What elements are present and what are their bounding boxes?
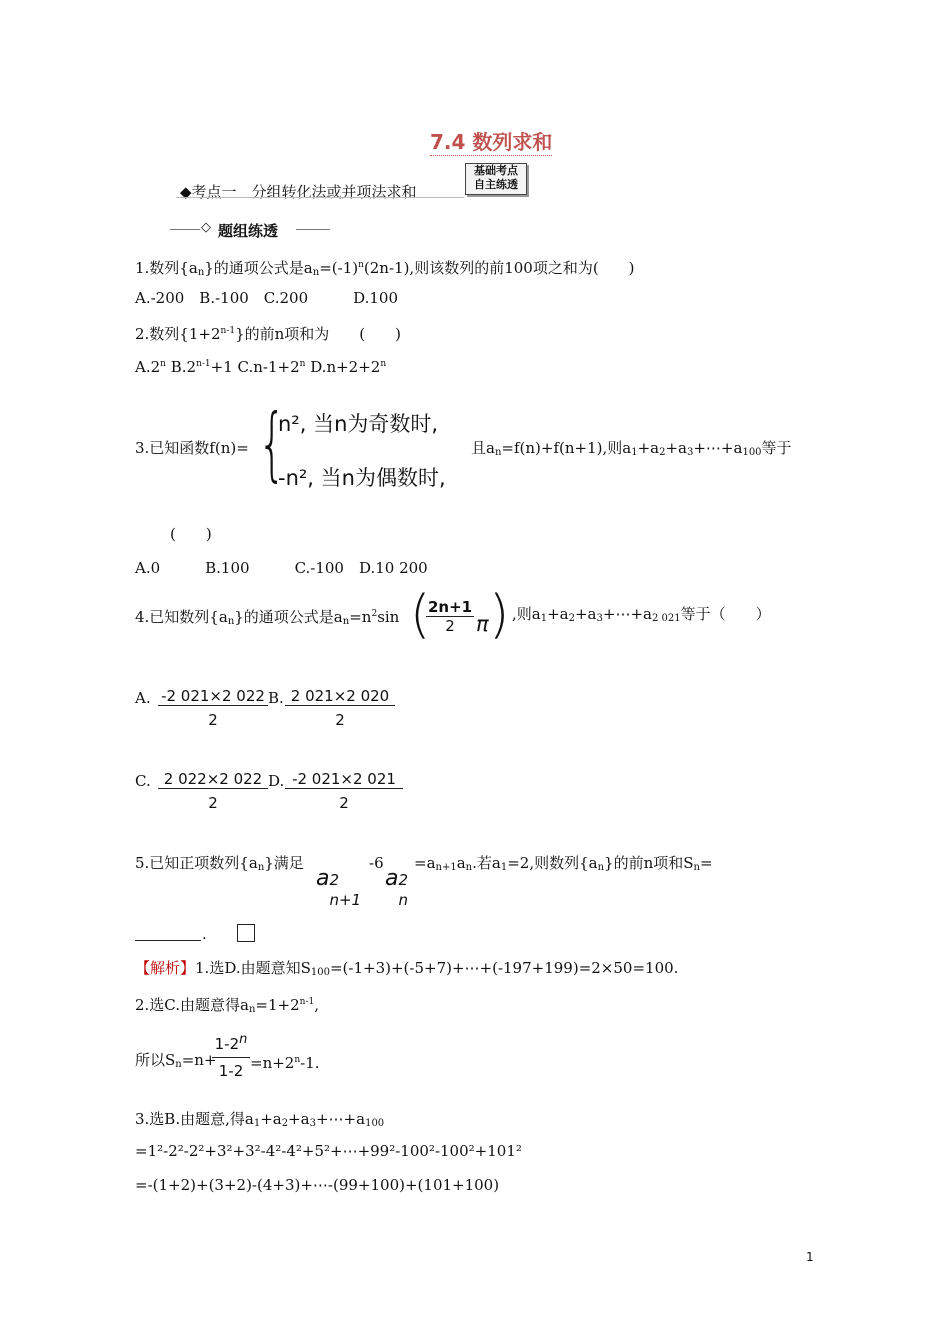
option-b-fraction: $\frac{2 021\times 2 020}{2}$ bbox=[285, 687, 395, 729]
paren-right: ) bbox=[489, 585, 510, 645]
piece-odd: n², 当n为奇数时, bbox=[278, 412, 439, 436]
answer-2-fraction: $\frac{1-2n}{1-2}$ bbox=[212, 1032, 250, 1080]
section-heading-underline bbox=[176, 197, 464, 198]
diamond-icon: ◇ bbox=[201, 220, 211, 235]
question-5-lead: 5.已知正项数列$\{a_n\}$满足 bbox=[135, 854, 304, 873]
subheading: 题组练透 bbox=[218, 222, 279, 240]
section-heading: ◆考点一 分组转化法或并项法求和 bbox=[180, 183, 417, 201]
subheading-rule-left bbox=[170, 229, 200, 230]
answer-3-line-3: =-(1+2)+(3+2)-(4+3)+⋯-(99+100)+(101+100) bbox=[135, 1176, 500, 1194]
question-1: 1.数列$\{a_n\}$的通项公式是$a_n=(-1)^n(2n-1)$,则该数列的前100项之和为( ) bbox=[135, 259, 635, 278]
term-a-n-plus-1: a 2 n+1 bbox=[316, 866, 362, 909]
badge-line-2: 自主练透 bbox=[474, 178, 518, 191]
question-3-options: A.0 B.100 C.-100 D.10 200 bbox=[135, 559, 428, 577]
analysis-label: 【解析】 bbox=[135, 959, 196, 977]
page-title: 7.4 数列求和 bbox=[430, 126, 552, 156]
answer-checkbox[interactable] bbox=[237, 924, 255, 942]
page-number: 1 bbox=[806, 1250, 814, 1264]
answer-2: 2.选C.由题意得$a_n=1+2^{n-1}$, bbox=[135, 996, 320, 1015]
option-d-fraction: $\frac{-2 021\times 2 021}{2}$ bbox=[285, 770, 403, 812]
blank-period: . bbox=[202, 925, 207, 943]
question-4-tail: ,则$a_1+a_2+a_3+\cdots+a_{2 021}$等于（ ） bbox=[512, 605, 771, 624]
option-b-label: B. bbox=[268, 689, 284, 707]
answer-3-line-2: =1²-2²-2²+3²+3²-4²-4²+5²+⋯+99²-100²-100²+101² bbox=[135, 1142, 522, 1160]
question-2: 2.数列$\{1+2^{n-1}\}$的前n项和为 ( ) bbox=[135, 325, 402, 343]
option-c-label: C. bbox=[135, 772, 151, 790]
subheading-rule-right bbox=[296, 229, 330, 230]
coefficient-minus-6: -6 bbox=[369, 854, 384, 872]
badge-line-1: 基础考点 bbox=[474, 164, 518, 177]
term-a-n: a 2 n bbox=[385, 866, 409, 909]
answer-2-sum-lead: 所以$S_n=n+$ bbox=[135, 1051, 217, 1070]
option-c-fraction: $\frac{2 022\times 2 022}{2}$ bbox=[158, 770, 268, 812]
question-4-lead: 4.已知数列$\{a_n\}$的通项公式是$a_n=n^2\sin$ bbox=[135, 608, 400, 627]
section-badge bbox=[465, 163, 527, 195]
question-3-lead: 3.已知函数f(n)= bbox=[135, 439, 249, 457]
question-2-options: A.2$^n$ $B.2^{n-1}+1$ $C.n-1+2^n$ $D.n+2+2^n$ bbox=[135, 358, 387, 376]
option-a-fraction: $\frac{-2 021\times 2 022}{2}$ bbox=[158, 687, 268, 729]
piecewise-brace: { bbox=[258, 397, 286, 490]
answer-3: 3.选B.由题意,得$a_1+a_2+a_3+\cdots+a_{100}$ bbox=[135, 1110, 385, 1129]
answer-blank[interactable] bbox=[135, 940, 201, 941]
answer-2-sum-tail: $=n+2^n-1$. bbox=[250, 1054, 320, 1072]
question-4-fraction: $\frac{2n+1}{2}$ bbox=[428, 598, 473, 635]
question-3-condition: 且$a_n=f(n)+f(n+1)$,则$a_1+a_2+a_3+\cdots+a_{100}$等于 bbox=[471, 439, 792, 458]
paren-left: ( bbox=[410, 585, 431, 645]
option-a-label: A. bbox=[135, 689, 151, 707]
question-1-options: A.-200 B.-100 C.200 D.100 bbox=[135, 289, 399, 307]
piece-even: -n², 当n为偶数时, bbox=[278, 466, 446, 490]
answer-1: 【解析】1.选D.由题意知$S_{100}=(-1+3)+(-5+7)+\cdots+(-197+199)=2\times 50=100$. bbox=[135, 959, 679, 978]
question-5-tail: $=a_{n+1}a_n$.若$a_1=2$,则数列$\{a_n\}$的前n项和$S_n=$ bbox=[414, 854, 713, 873]
option-d-label: D. bbox=[268, 772, 285, 790]
pi-symbol: π bbox=[476, 612, 489, 636]
question-3-paren: ( ) bbox=[170, 525, 212, 543]
